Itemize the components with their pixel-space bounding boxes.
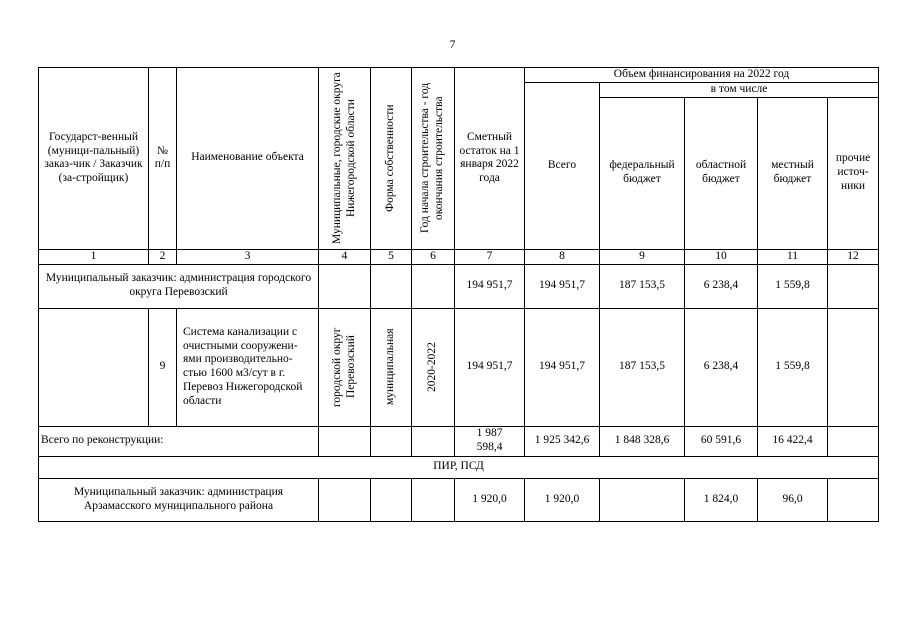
item9-row — [39, 308, 879, 426]
reconstruction-total-row — [39, 426, 879, 456]
header-ownership-text: Форма собственности — [384, 104, 397, 213]
empty-cell — [412, 478, 455, 521]
customer1-total: 194 951,7 — [525, 264, 600, 308]
item9-ownership: муниципальная — [384, 328, 397, 406]
section-title: ПИР, ПСД — [39, 456, 879, 478]
header-ownership — [371, 68, 412, 250]
header-including: в том числе — [600, 82, 879, 97]
customer1-row — [39, 264, 879, 308]
customer2-federal — [600, 478, 685, 521]
header-customer: Государст-венный (муници-пальный) заказ-чик / Заказчик (за-стройщик) — [39, 68, 149, 250]
col-number: 3 — [177, 249, 319, 264]
item9-ownership-cell — [371, 308, 412, 426]
header-federal: федеральный бюджет — [600, 97, 685, 249]
header-years-text: Год начала строительства - год окончания строительства — [419, 83, 445, 234]
col-number: 8 — [525, 249, 600, 264]
item9-municipality-cell — [319, 308, 371, 426]
item9-other — [828, 308, 879, 426]
empty-cell — [371, 426, 412, 456]
empty-cell — [319, 478, 371, 521]
item9-name: Система канализации с очистными сооружени-ями производительно-стью 1600 м3/сут в г. Перевоз Нижегородской области — [177, 308, 319, 426]
item9-years: 2020-2022 — [426, 342, 439, 393]
empty-cell — [412, 426, 455, 456]
empty-cell — [39, 308, 149, 426]
customer2-local: 96,0 — [758, 478, 828, 521]
reconstruction-total-estimate-text: 1 987 598,4 — [476, 427, 503, 454]
header-local: местный бюджет — [758, 97, 828, 249]
header-municipality-text: Муниципальные, городские округа Нижегородской области — [330, 72, 357, 245]
customer1-estimate: 194 951,7 — [455, 264, 525, 308]
customer1-regional: 6 238,4 — [685, 264, 758, 308]
section-title-row — [39, 456, 879, 478]
financing-table — [38, 67, 879, 522]
item9-local: 1 559,8 — [758, 308, 828, 426]
header-financing: Объем финансирования на 2022 год — [525, 68, 879, 83]
empty-cell — [371, 264, 412, 308]
col-number: 2 — [149, 249, 177, 264]
empty-cell — [319, 264, 371, 308]
col-number: 4 — [319, 249, 371, 264]
item9-federal: 187 153,5 — [600, 308, 685, 426]
reconstruction-total-total: 1 925 342,6 — [525, 426, 600, 456]
col-number: 1 — [39, 249, 149, 264]
col-number: 7 — [455, 249, 525, 264]
item9-num: 9 — [149, 308, 177, 426]
column-numbers-row — [39, 249, 879, 264]
item9-years-cell — [412, 308, 455, 426]
customer2-other — [828, 478, 879, 521]
header-years — [412, 68, 455, 250]
col-number: 9 — [600, 249, 685, 264]
header-total: Всего — [525, 82, 600, 249]
col-number: 12 — [828, 249, 879, 264]
header-estimate: Сметный остаток на 1 января 2022 года — [455, 68, 525, 250]
customer2-regional: 1 824,0 — [685, 478, 758, 521]
item9-estimate: 194 951,7 — [455, 308, 525, 426]
customer1-federal: 187 153,5 — [600, 264, 685, 308]
reconstruction-total-regional: 60 591,6 — [685, 426, 758, 456]
col-number: 5 — [371, 249, 412, 264]
header-municipality — [319, 68, 371, 250]
col-number: 11 — [758, 249, 828, 264]
empty-cell — [319, 426, 371, 456]
empty-cell — [371, 478, 412, 521]
col-number: 6 — [412, 249, 455, 264]
reconstruction-total-federal: 1 848 328,6 — [600, 426, 685, 456]
col-number: 10 — [685, 249, 758, 264]
header-object-name: Наименование объекта — [177, 68, 319, 250]
reconstruction-total-label: Всего по реконструкции: — [39, 426, 319, 456]
reconstruction-total-local: 16 422,4 — [758, 426, 828, 456]
empty-cell — [412, 264, 455, 308]
header-other: прочие источ-ники — [828, 97, 879, 249]
customer2-row — [39, 478, 879, 521]
customer2-estimate: 1 920,0 — [455, 478, 525, 521]
page-number: 7 — [449, 39, 456, 51]
customer2-total: 1 920,0 — [525, 478, 600, 521]
reconstruction-total-other — [828, 426, 879, 456]
item9-total: 194 951,7 — [525, 308, 600, 426]
header-num: № п/п — [149, 68, 177, 250]
reconstruction-total-estimate — [455, 426, 525, 456]
customer2-label: Муниципальный заказчик: администрация Арзамасского муниципального района — [39, 478, 319, 521]
item9-municipality: городской округ Перевозский — [330, 327, 357, 407]
item9-regional: 6 238,4 — [685, 308, 758, 426]
customer1-local: 1 559,8 — [758, 264, 828, 308]
header-regional: областной бюджет — [685, 97, 758, 249]
customer1-label: Муниципальный заказчик: администрация городского округа Перевозский — [39, 264, 319, 308]
customer1-other — [828, 264, 879, 308]
